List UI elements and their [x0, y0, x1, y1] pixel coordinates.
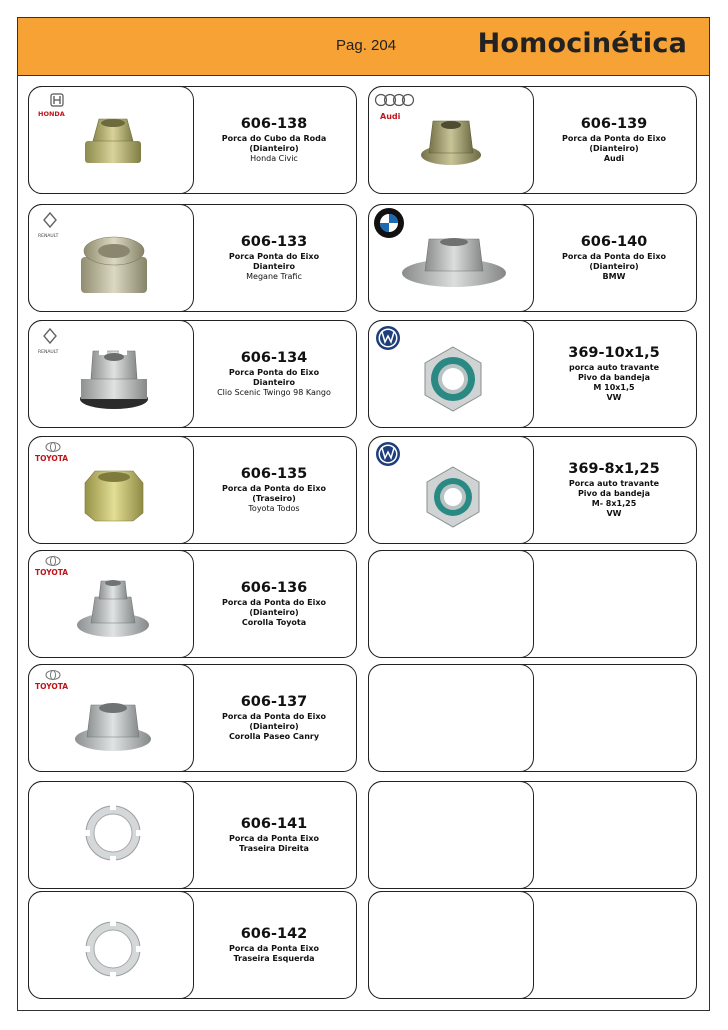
- product-code: 606-137: [240, 694, 308, 710]
- product-application: Clio Scenic Twingo 98 Kango: [217, 388, 331, 397]
- toyota-logo-text: TOYOTA: [35, 454, 69, 463]
- product-info: [534, 320, 694, 428]
- toyota-logo-text: TOYOTA: [35, 682, 69, 691]
- vw-logo-icon: [375, 325, 403, 353]
- product-card[interactable]: [368, 86, 697, 194]
- product-code: 606-140: [580, 234, 648, 250]
- product-card[interactable]: [28, 436, 357, 544]
- toyota-logo-text: TOYOTA: [35, 568, 69, 577]
- product-application: Audi: [603, 154, 625, 163]
- product-application: Toyota Todos: [248, 504, 300, 513]
- lock-nut-photo: [69, 221, 159, 301]
- product-code: 606-134: [240, 350, 308, 366]
- product-card[interactable]: [368, 436, 697, 544]
- product-description-line: (Traseiro): [252, 494, 296, 503]
- product-description-line: Porca da Ponta do Eixo: [221, 484, 327, 493]
- product-code: 369-8x1,25: [568, 461, 660, 477]
- empty-card: [368, 781, 697, 889]
- product-description-line: Porca do Cubo da Roda: [221, 134, 327, 143]
- product-code: 606-139: [580, 116, 648, 132]
- product-image-panel: [368, 436, 534, 544]
- empty-image-panel: [368, 550, 534, 658]
- product-card[interactable]: [28, 204, 357, 312]
- product-info: [194, 891, 354, 999]
- product-card[interactable]: [28, 320, 357, 428]
- product-info: [194, 436, 354, 544]
- flange-nut-photo: [73, 573, 153, 643]
- product-info: [534, 86, 694, 194]
- hub-nut-photo: [77, 111, 149, 171]
- honda-logo-icon: [37, 93, 77, 119]
- product-code: 606-142: [240, 926, 308, 942]
- product-description-line: (Dianteiro): [589, 262, 639, 271]
- slotted-ring-nut-photo: [81, 802, 145, 864]
- product-card[interactable]: [28, 781, 357, 889]
- product-description-line: Traseira Direita: [239, 844, 309, 853]
- audi-logo-text: Audi: [380, 112, 401, 121]
- product-description-line: Traseira Esquerda: [233, 954, 315, 963]
- flange-nut-photo: [415, 109, 487, 171]
- product-code: 369-10x1,5: [568, 345, 660, 361]
- product-card[interactable]: [28, 664, 357, 772]
- product-description-line: Dianteiro: [253, 262, 295, 271]
- empty-card: [368, 891, 697, 999]
- product-application: Megane Trafic: [246, 272, 302, 281]
- renault-logo-text: RENAULT: [38, 234, 59, 239]
- product-code: 606-136: [240, 580, 308, 596]
- hex-nut-photo: [79, 465, 149, 525]
- product-description-line: M 10x1,5: [593, 383, 635, 392]
- product-description-line: Porca Ponta do Eixo: [228, 252, 320, 261]
- product-image-panel: [28, 436, 194, 544]
- product-image-panel: [368, 320, 534, 428]
- flange-nut-photo: [71, 695, 155, 755]
- product-description-line: Pivo da bandeja: [577, 489, 651, 498]
- empty-image-panel: [368, 781, 534, 889]
- product-image-panel: [28, 781, 194, 889]
- product-description-line: Pivo da bandeja: [577, 373, 651, 382]
- product-info: [534, 204, 694, 312]
- product-description-line: porca auto travante: [568, 363, 660, 372]
- product-info: [194, 320, 354, 428]
- vw-logo-icon: [375, 441, 403, 469]
- empty-card: [368, 664, 697, 772]
- product-description-line: (Dianteiro): [249, 608, 299, 617]
- page-number: Pag. 204: [336, 37, 397, 54]
- product-image-panel: [368, 86, 534, 194]
- renault-logo-text: RENAULT: [38, 350, 59, 355]
- product-info: [194, 86, 354, 194]
- product-description-line: Porca Ponta do Eixo: [228, 368, 320, 377]
- product-description-line: (Dianteiro): [589, 144, 639, 153]
- product-image-panel: [28, 86, 194, 194]
- product-description-line: Dianteiro: [253, 378, 295, 387]
- product-info: [194, 664, 354, 772]
- toyota-logo-icon: [33, 555, 77, 581]
- product-application: Corolla Paseo Canry: [228, 732, 320, 741]
- product-card[interactable]: [368, 204, 697, 312]
- product-application: Honda Civic: [250, 154, 298, 163]
- product-image-panel: [28, 664, 194, 772]
- product-code: 606-135: [240, 466, 308, 482]
- catalog-page: [17, 17, 710, 1011]
- product-description-line: Porca da Ponta do Eixo: [221, 598, 327, 607]
- renault-logo-icon: [37, 327, 73, 357]
- product-application: BMW: [602, 272, 626, 281]
- product-application: VW: [606, 509, 622, 518]
- product-info: [194, 204, 354, 312]
- page-header: [18, 18, 709, 76]
- product-description-line: Porca auto travante: [568, 479, 660, 488]
- product-code: 606-138: [240, 116, 308, 132]
- product-image-panel: [28, 320, 194, 428]
- product-description-line: M- 8x1,25: [591, 499, 637, 508]
- product-description-line: (Dianteiro): [249, 722, 299, 731]
- audi-logo-icon: [373, 93, 421, 123]
- toyota-logo-icon: [33, 669, 77, 695]
- product-card[interactable]: [28, 86, 357, 194]
- product-description-line: Porca da Ponta do Eixo: [221, 712, 327, 721]
- product-application: VW: [606, 393, 622, 402]
- self-locking-nut-photo: [421, 465, 485, 529]
- honda-logo-text: HONDA: [38, 110, 65, 118]
- self-locking-nut-photo: [419, 345, 487, 413]
- product-application: Corolla Toyota: [241, 618, 307, 627]
- product-code: 606-133: [240, 234, 308, 250]
- product-description-line: Porca da Ponta Eixo: [228, 944, 320, 953]
- renault-logo-icon: [37, 211, 73, 241]
- empty-card: [368, 550, 697, 658]
- product-code: 606-141: [240, 816, 308, 832]
- castle-nut-photo: [75, 343, 153, 413]
- slotted-ring-nut-photo: [81, 918, 145, 980]
- product-info: [534, 436, 694, 544]
- category-title: Homocinética: [477, 28, 687, 59]
- flange-nut-photo: [399, 225, 509, 295]
- product-info: [194, 550, 354, 658]
- product-description-line: Porca da Ponta Eixo: [228, 834, 320, 843]
- product-card[interactable]: [28, 891, 357, 999]
- product-image-panel: [28, 204, 194, 312]
- product-image-panel: [28, 550, 194, 658]
- empty-image-panel: [368, 891, 534, 999]
- empty-image-panel: [368, 664, 534, 772]
- product-card[interactable]: [368, 320, 697, 428]
- product-description-line: Porca da Ponta do Eixo: [561, 252, 667, 261]
- product-description-line: Porca da Ponta do Eixo: [561, 134, 667, 143]
- product-description-line: (Dianteiro): [249, 144, 299, 153]
- product-card[interactable]: [28, 550, 357, 658]
- product-image-panel: [368, 204, 534, 312]
- product-image-panel: [28, 891, 194, 999]
- product-info: [194, 781, 354, 889]
- toyota-logo-icon: [33, 441, 77, 467]
